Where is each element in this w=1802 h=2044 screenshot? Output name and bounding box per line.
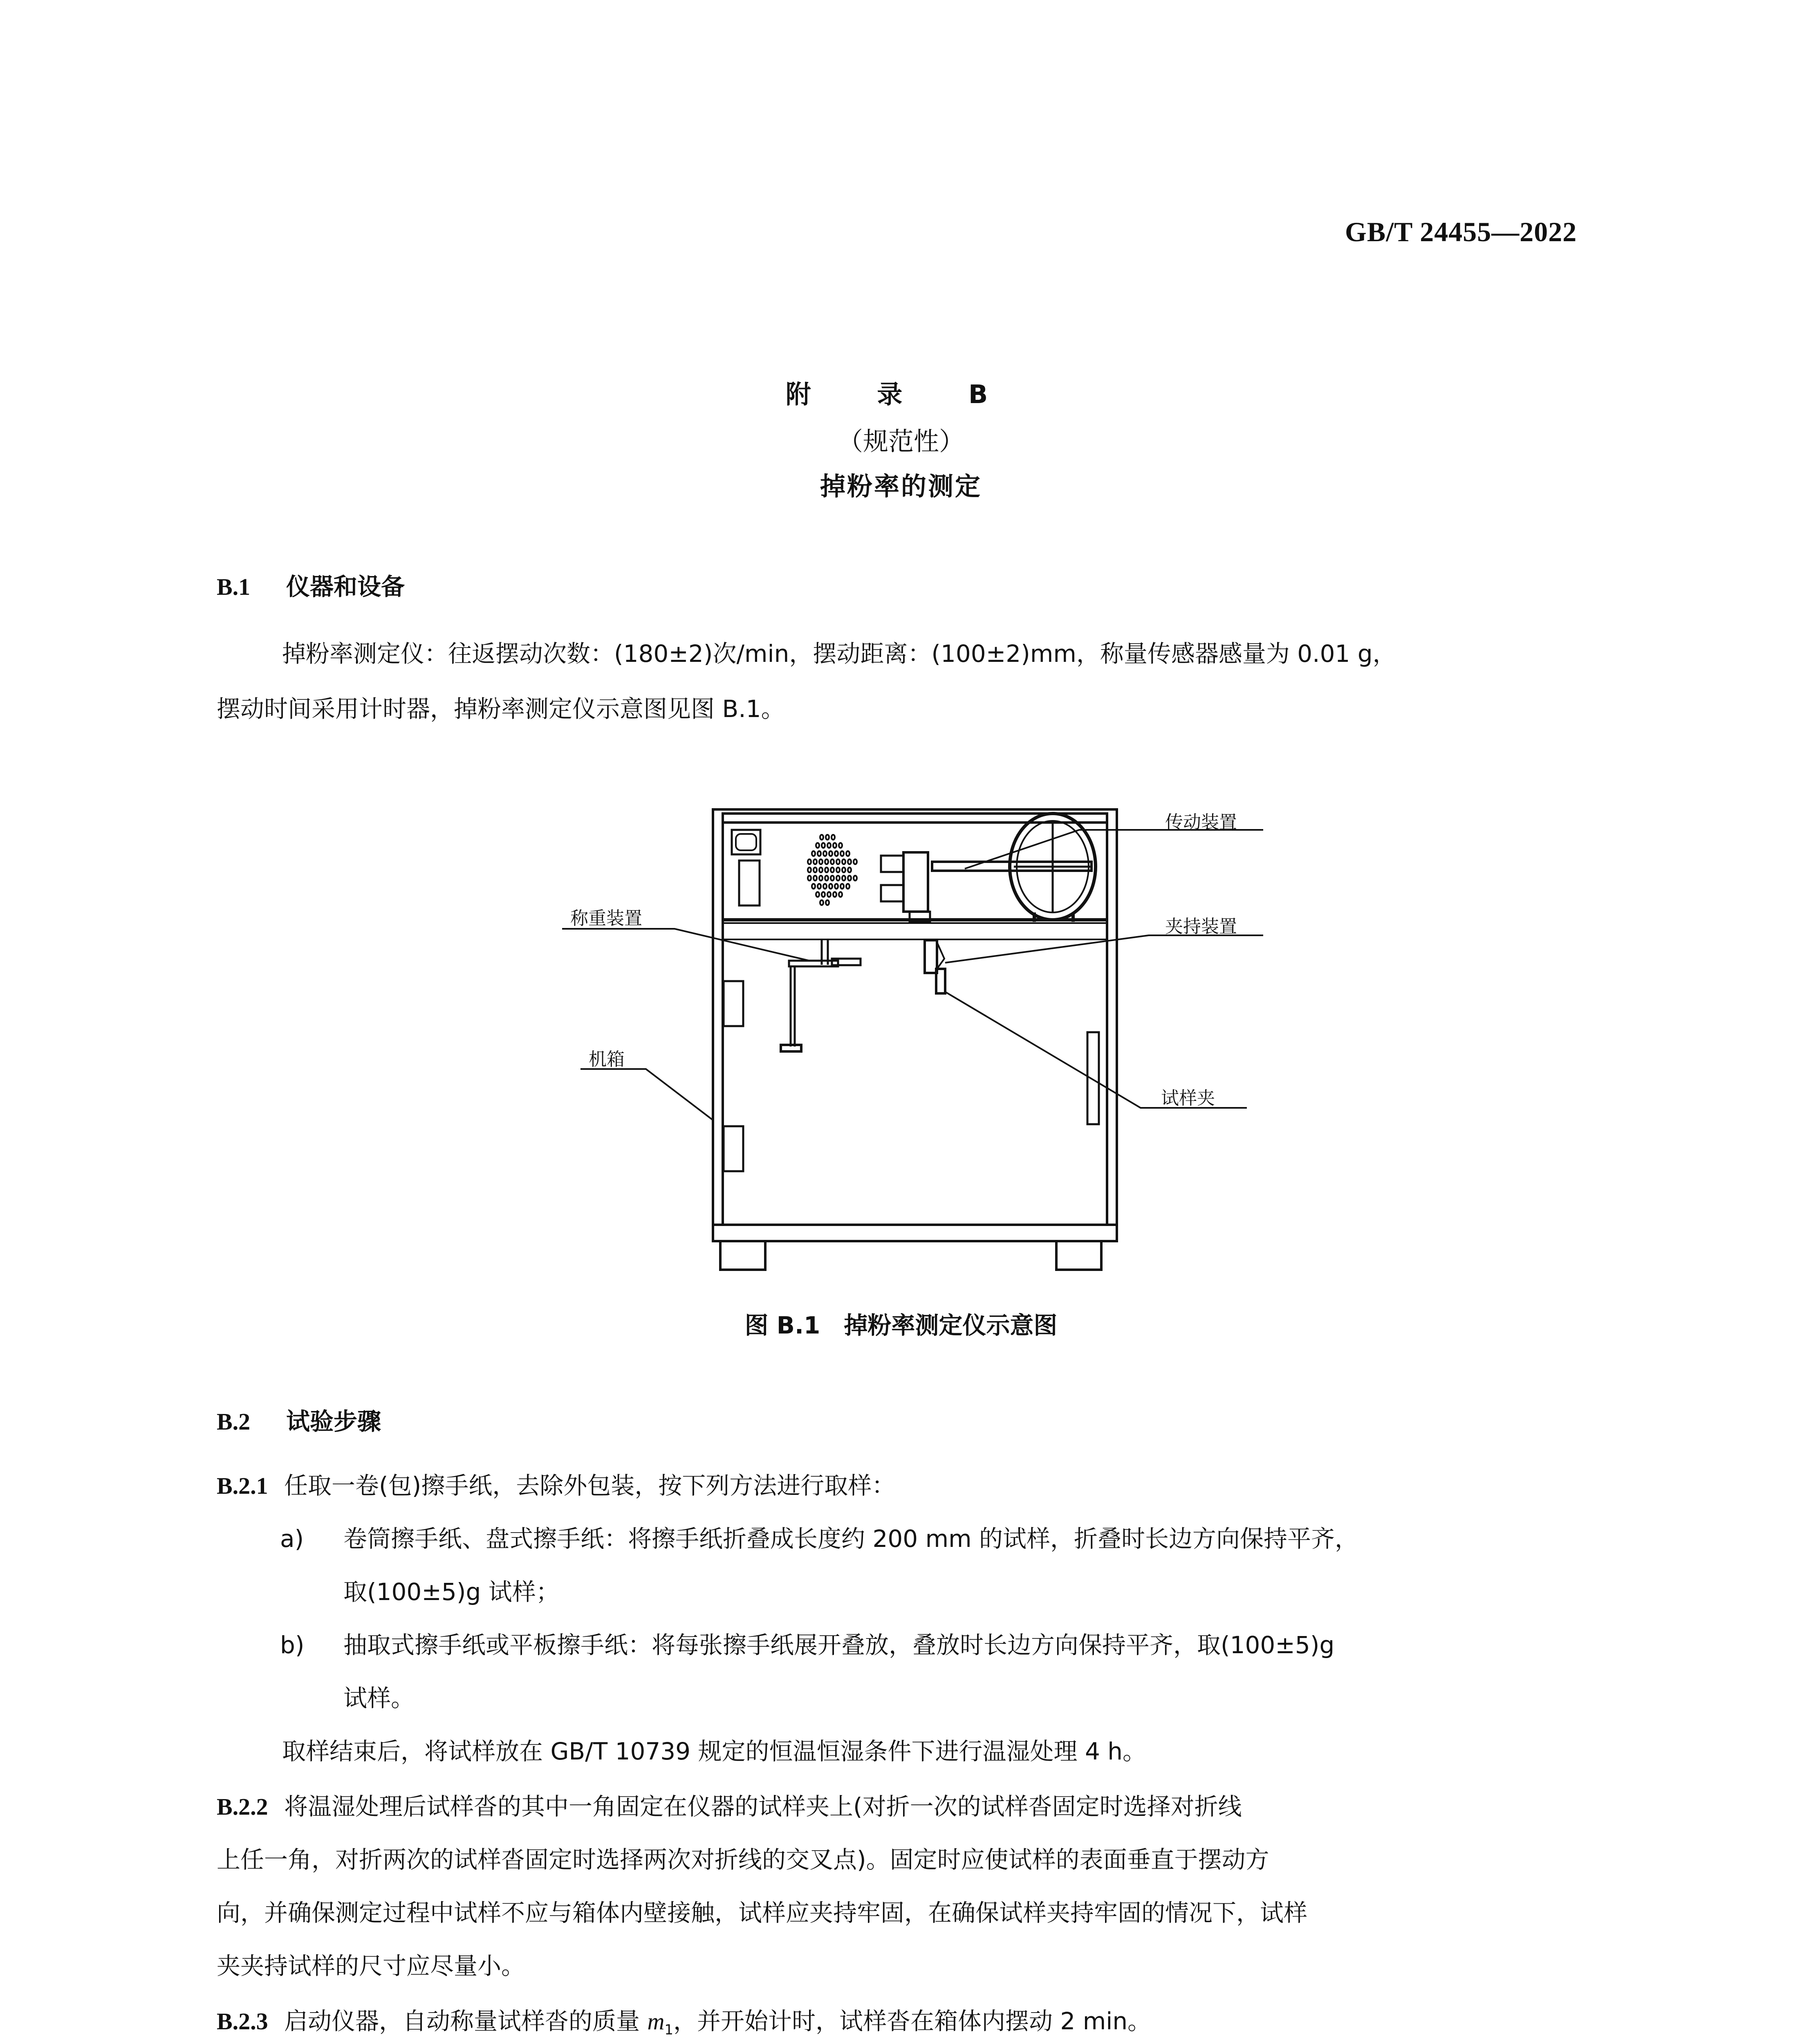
vent-hole	[835, 851, 838, 856]
list-item-b-line: 抽取式擦手纸或平板擦手纸：将每张擦手纸展开叠放，叠放时长边方向保持平齐，取(100±5)g	[343, 1631, 1335, 1659]
vent-hole	[808, 876, 811, 881]
vent-hole	[823, 884, 827, 889]
vent-holes	[808, 835, 857, 905]
list-item-a-line: 卷筒擦手纸、盘式擦手纸：将擦手纸折叠成长度约 200 mm 的试样，折叠时长边方向保持平齐，	[343, 1525, 1359, 1553]
vent-hole	[820, 900, 823, 905]
vent-hole	[814, 859, 817, 864]
vent-hole	[836, 867, 840, 872]
list-item-a-line: 取(100±5)g 试样；	[343, 1578, 560, 1606]
vent-hole	[819, 876, 823, 881]
list-item-a-marker: a)	[280, 1525, 304, 1553]
section-number: B.1	[217, 574, 251, 600]
vent-hole	[814, 867, 817, 872]
vent-hole	[808, 867, 811, 872]
vent-hole	[823, 851, 827, 856]
label-drive: 传动装置	[1165, 812, 1237, 833]
vent-hole	[829, 884, 832, 889]
vent-hole	[831, 859, 834, 864]
vent-hole	[820, 835, 823, 840]
vent-hole	[854, 876, 857, 881]
clause-b23	[217, 2007, 1151, 2038]
variable-subscript: 1	[664, 2022, 673, 2038]
vent-hole	[818, 884, 821, 889]
vent-hole	[833, 843, 836, 848]
switch-panel	[739, 861, 760, 905]
vent-hole	[822, 843, 825, 848]
clause-text: 启动仪器，自动称量试样沓的质量	[284, 2007, 648, 2035]
section-number: B.2	[217, 1408, 251, 1435]
vent-hole	[836, 876, 840, 881]
appendix-type: （规范性）	[837, 426, 964, 456]
vent-hole	[827, 892, 831, 897]
vent-hole	[839, 892, 842, 897]
vent-hole	[831, 867, 834, 872]
label-cabinet: 机箱	[589, 1049, 625, 1070]
clause-text: 将温湿处理后试样沓的其中一角固定在仪器的试样夹上(对折一次的试样沓固定时选择对折线	[284, 1793, 1242, 1820]
vent-hole	[835, 884, 838, 889]
list-item-b-line: 试样。	[343, 1684, 415, 1712]
clause-b22	[217, 1793, 1242, 1821]
vent-hole	[808, 859, 811, 864]
vent-hole	[825, 867, 828, 872]
appendix-subject: 掉粉率的测定	[820, 471, 982, 501]
vent-hole	[833, 892, 836, 897]
vent-hole	[818, 851, 821, 856]
vent-hole	[829, 851, 832, 856]
vent-hole	[848, 867, 851, 872]
weighing-beam	[723, 923, 1107, 939]
vent-hole	[839, 843, 842, 848]
vent-hole	[848, 876, 851, 881]
vent-hole	[854, 859, 857, 864]
foot-left	[720, 1241, 765, 1270]
vent-hole	[848, 859, 851, 864]
vent-hole	[842, 867, 845, 872]
section-title: 试验步骤	[286, 1407, 381, 1435]
vent-hole	[812, 851, 815, 856]
clause-text: ，并开始计时，试样沓在箱体内摆动 2 min。	[673, 2007, 1152, 2035]
leader-cabinet	[580, 1069, 713, 1120]
vent-hole	[846, 851, 849, 856]
foot-right	[1056, 1241, 1101, 1270]
vent-hole	[842, 859, 845, 864]
vent-hole	[826, 900, 829, 905]
paragraph-line: 摆动时间采用计时器，掉粉率测定仪示意图见图 B.1。	[217, 695, 785, 723]
motor	[903, 852, 928, 912]
paragraph-line: 夹夹持试样的尺寸应尽量小。	[217, 1952, 525, 1980]
vent-hole	[819, 867, 823, 872]
vent-hole	[842, 876, 845, 881]
paragraph-line: 掉粉率测定仪：往返摆动次数：(180±2)次/min，摆动距离：(100±2)mm，称量传感器感量为 0.01 g，	[282, 640, 1396, 668]
appendix-title: 附 录 B	[785, 379, 1017, 409]
cabinet-outline	[713, 809, 1117, 1241]
section-heading-b2	[217, 1402, 381, 1437]
clause-b21	[217, 1472, 895, 1500]
vent-hole	[836, 859, 840, 864]
document-code: GB/T 24455—2022	[1345, 216, 1577, 247]
variable-m: m	[647, 2008, 665, 2035]
paragraph-line: 向，并确保测定过程中试样不应与箱体内壁接触，试样应夹持牢固，在确保试样夹持牢固的情况下，试样	[217, 1899, 1308, 1927]
vent-hole	[819, 859, 823, 864]
vent-hole	[840, 884, 844, 889]
vent-hole	[831, 876, 834, 881]
clause-number: B.2.1	[217, 1472, 268, 1499]
paragraph-line: 上任一角，对折两次的试样沓固定时选择两次对折线的交叉点)。固定时应使试样的表面垂直于摆动方	[217, 1846, 1269, 1874]
vent-hole	[832, 835, 835, 840]
section-title: 仪器和设备	[286, 573, 405, 601]
vent-hole	[816, 843, 819, 848]
vent-hole	[827, 843, 831, 848]
vent-hole	[846, 884, 849, 889]
vent-hole	[812, 884, 815, 889]
leader-weigh	[562, 929, 809, 961]
label-weigh: 称重装置	[570, 908, 642, 929]
label-sample-clip: 试样夹	[1161, 1088, 1215, 1109]
paragraph-line: 取样结束后，将试样放在 GB/T 10739 规定的恒温恒湿条件下进行温湿处理 4 h。	[282, 1737, 1147, 1765]
vent-hole	[826, 835, 829, 840]
figure-caption: 图 B.1 掉粉率测定仪示意图	[744, 1311, 1058, 1339]
vent-hole	[816, 892, 819, 897]
clause-number: B.2.2	[217, 1793, 268, 1820]
vent-hole	[814, 876, 817, 881]
vent-hole	[825, 859, 828, 864]
vent-hole	[822, 892, 825, 897]
vent-hole	[840, 851, 844, 856]
label-clamp: 夹持装置	[1165, 916, 1237, 937]
clause-number: B.2.3	[217, 2008, 268, 2035]
vent-hole	[825, 876, 828, 881]
clause-text: 任取一卷(包)擦手纸，去除外包装，按下列方法进行取样：	[284, 1472, 896, 1499]
list-item-b-marker: b)	[280, 1631, 305, 1659]
